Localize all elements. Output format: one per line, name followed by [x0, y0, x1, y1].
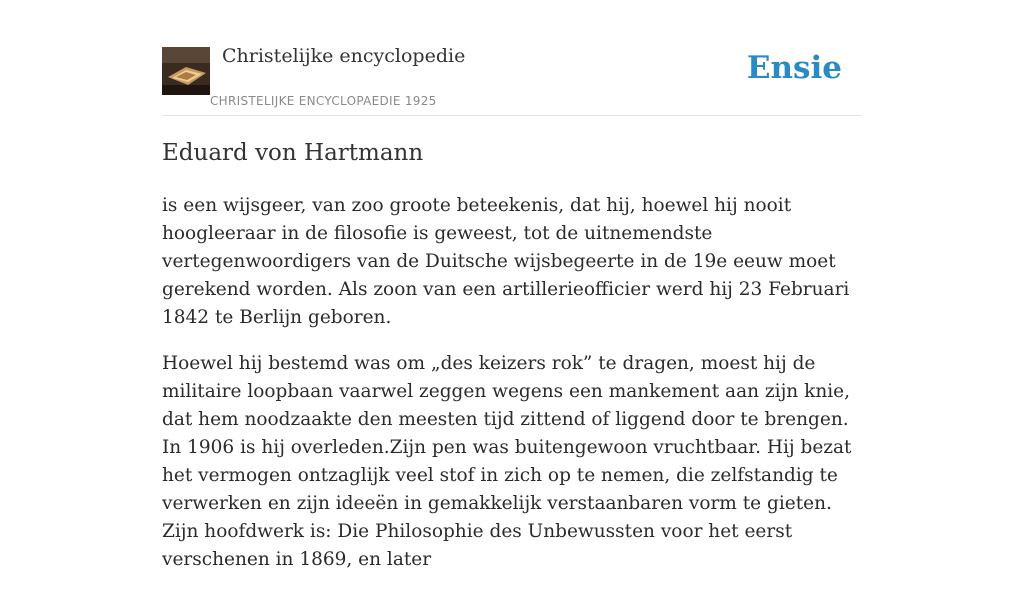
site-title[interactable]: Christelijke encyclopedie: [222, 45, 466, 67]
site-header: [162, 0, 862, 116]
article-paragraph: Hoewel hij bestemd was om „des keizers rok” te dragen, moest hij de militaire loopbaan vaarwel zeggen wegens een mankement aan zijn knie, dat hem noodzaakte den meesten tijd zittend of liggend door te brengen. In 1906 is hij overleden.Zijn pen was buitengewoon vruchtbaar. Hij bezat het vermogen ontzaglijk veel stof in zich op te nemen, die zelfstandig te verwerken en zijn ideeën in gemakkelijk verstaanbaren vorm te gieten. Zijn hoofdwerk is: Die Philosophie des Unbewussten voor het eerst verschenen in 1869, en later: [162, 353, 852, 570]
article-body: [162, 192, 862, 592]
book-photo-icon: [162, 47, 210, 95]
avatar[interactable]: [162, 47, 210, 95]
brand-logo[interactable]: Ensie: [746, 50, 842, 86]
site-subtitle: CHRISTELIJKE ENCYCLOPAEDIE 1925: [210, 94, 437, 108]
page: [162, 0, 862, 570]
article-title: Eduard von Hartmann: [162, 140, 424, 166]
article-paragraph: is een wijsgeer, van zoo groote beteekenis, dat hij, hoewel hij nooit hoogleeraar in de filosofie is geweest, tot de uitnemendste vertegenwoordigers van de Duitsche wijsbegeerte in de 19e eeuw moet gerekend worden. Als zoon van een artillerieofficier werd hij 23 Februari 1842 te Berlijn geboren.: [162, 195, 850, 328]
